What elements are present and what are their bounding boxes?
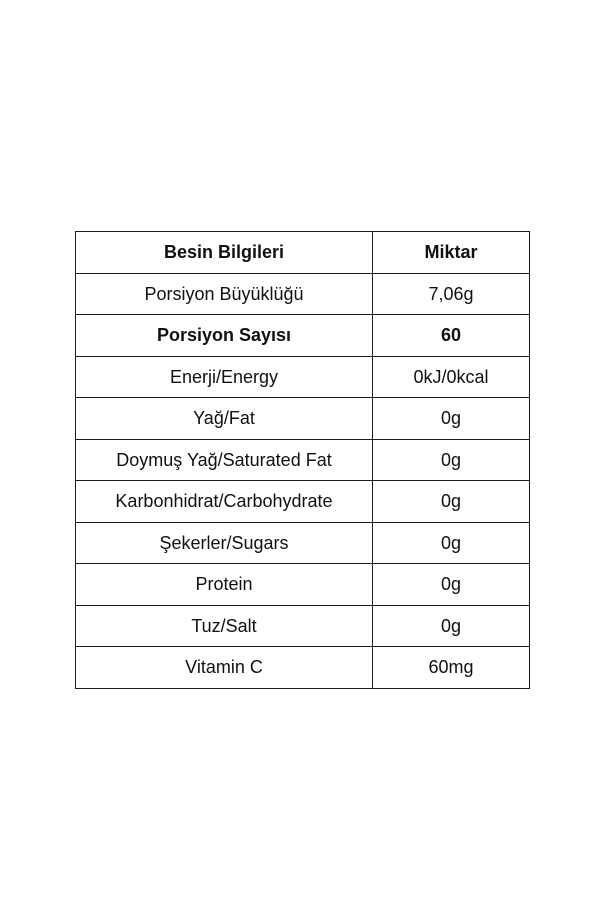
nutrient-amount: 0g [373,398,530,440]
nutrient-amount: 0g [373,481,530,523]
table-row [76,356,530,398]
table-row [76,398,530,440]
table-row [76,564,530,606]
nutrient-amount: 60 [373,315,530,357]
nutrient-name: Tuz/Salt [76,605,373,647]
table-row [76,605,530,647]
nutrient-name: Protein [76,564,373,606]
nutrient-amount: 7,06g [373,273,530,315]
nutrient-amount: 0g [373,439,530,481]
nutrient-amount: 0g [373,522,530,564]
header-nutrient: Besin Bilgileri [76,232,373,274]
nutrient-amount: 0g [373,564,530,606]
nutrient-amount: 60mg [373,647,530,689]
nutrient-name: Vitamin C [76,647,373,689]
nutrient-amount: 0kJ/0kcal [373,356,530,398]
table-row [76,439,530,481]
table-row [76,273,530,315]
header-amount: Miktar [373,232,530,274]
table-row [76,481,530,523]
nutrition-facts-table [75,231,530,689]
nutrient-name: Doymuş Yağ/Saturated Fat [76,439,373,481]
table-row [76,522,530,564]
table-row [76,647,530,689]
nutrient-name: Karbonhidrat/Carbohydrate [76,481,373,523]
table-row [76,315,530,357]
nutrient-name: Şekerler/Sugars [76,522,373,564]
nutrient-amount: 0g [373,605,530,647]
nutrient-name: Porsiyon Büyüklüğü [76,273,373,315]
nutrient-name: Enerji/Energy [76,356,373,398]
nutrient-name: Yağ/Fat [76,398,373,440]
table-header-row [76,232,530,274]
nutrient-name: Porsiyon Sayısı [76,315,373,357]
